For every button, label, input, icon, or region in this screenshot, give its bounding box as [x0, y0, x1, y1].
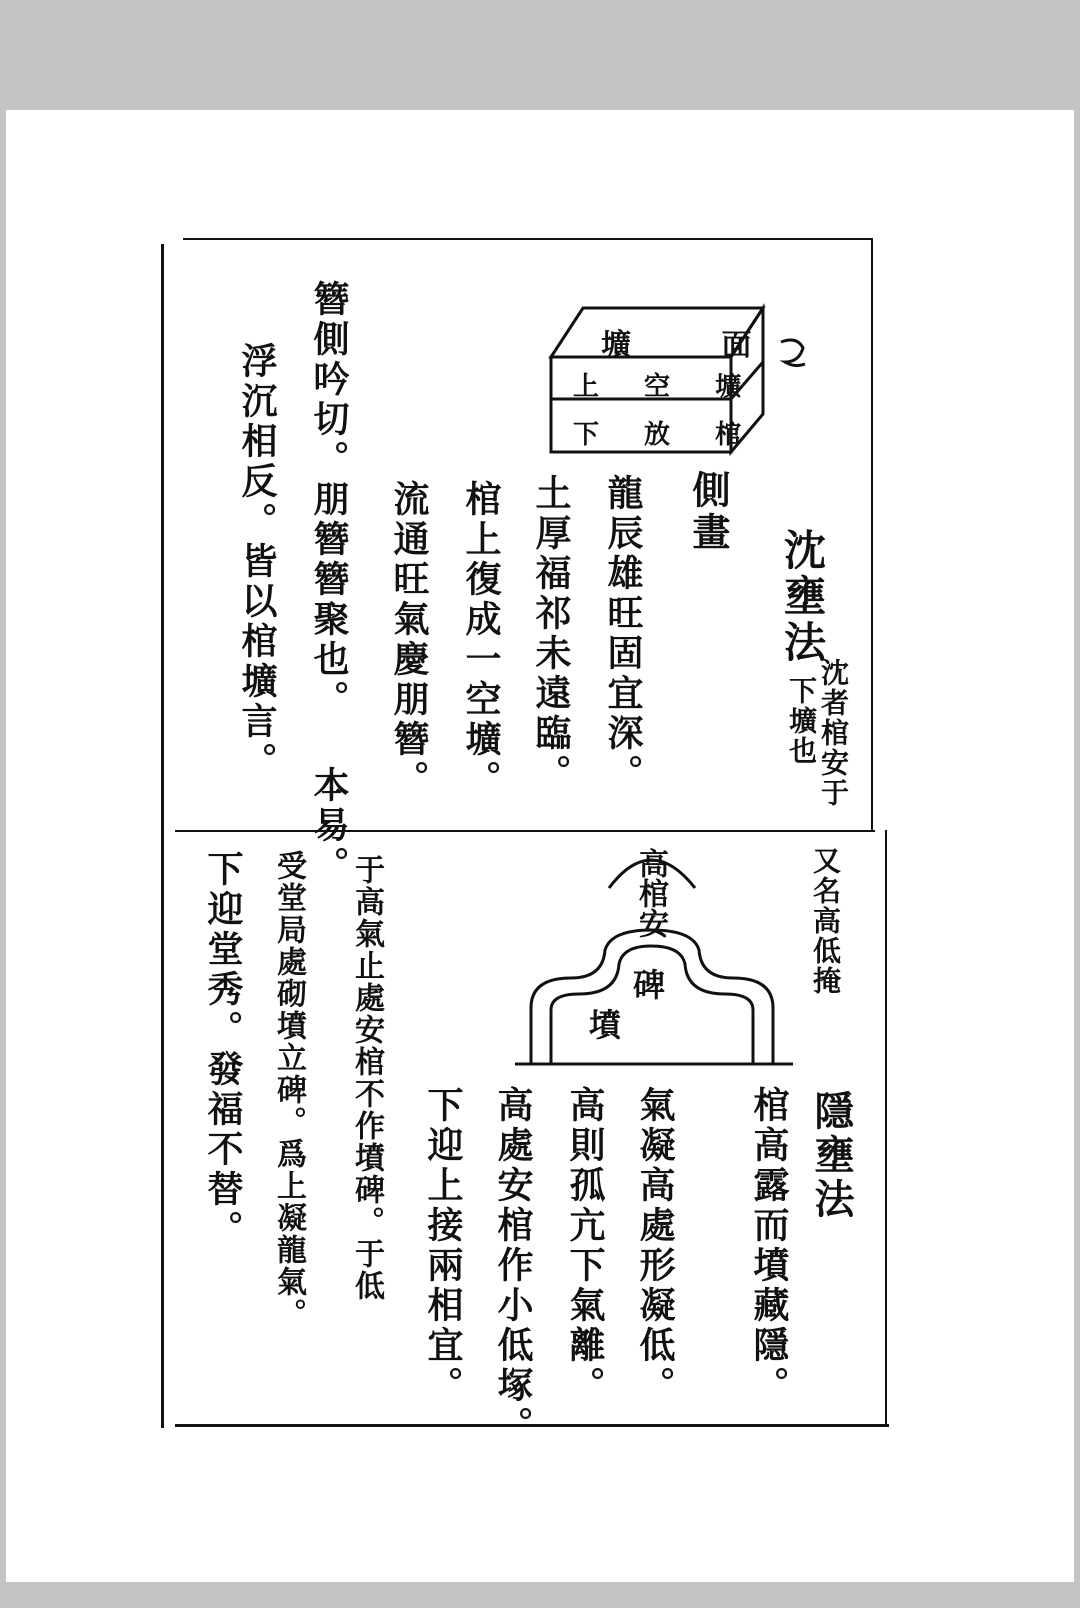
- frame-top-border: [183, 238, 873, 240]
- lower-verse-5: 下迎上接兩相宜。: [422, 1086, 464, 1406]
- upper-note-1: 簪側吟切。朋簪簪聚也。 本易。: [308, 280, 350, 886]
- upper-figure-caption: 側畫: [686, 470, 731, 554]
- upper-verse-4: 流通旺氣慶朋簪。: [388, 480, 430, 800]
- lower-heading: 隱壅法: [808, 1090, 855, 1222]
- upper-verse-2: 土厚福祁未遠臨。: [530, 474, 572, 794]
- lower-note-2: 受堂局處砌墳立碑。爲上凝龍氣。: [271, 850, 306, 1330]
- page-frame: [161, 238, 889, 1446]
- box-bottom-label: 下 放 棺: [573, 420, 760, 450]
- frame-left-border: [161, 244, 164, 1428]
- lower-verse-3: 高則孤亢下氣離。: [564, 1086, 606, 1406]
- lower-verse-2: 氣凝高處形凝低。: [634, 1086, 676, 1406]
- frame-right-border-lower: [885, 830, 887, 1426]
- lower-verse-4: 高處安棺作小低塚。: [492, 1086, 534, 1446]
- lower-verse-1: 棺高露而墳藏隱。: [748, 1086, 790, 1406]
- upper-heading-note-2: 下壙也: [785, 676, 818, 766]
- mound-label: 高棺安: [633, 848, 668, 938]
- tomb-label: 墳: [589, 1006, 622, 1044]
- lower-note-1: 于高氣止處安棺不作墳碑。于低: [349, 854, 384, 1302]
- upper-heading-note-1: 沈者棺安于: [817, 658, 850, 808]
- box-middle-label: 上 空 壙: [573, 372, 760, 402]
- upper-heading: 沈壅法: [778, 528, 827, 666]
- box-top-label: 壙 面: [601, 328, 792, 363]
- lower-note-3: 下迎堂秀。發福不替。: [202, 850, 244, 1250]
- lower-heading-note: 又名高低掩: [809, 846, 842, 996]
- book-page: [6, 110, 1074, 1582]
- upper-note-2: 浮沉相反。皆以棺壙言。: [236, 342, 278, 782]
- frame-middle-divider: [175, 830, 875, 832]
- frame-right-border: [871, 238, 873, 830]
- upper-verse-1: 龍辰雄旺固宜深。: [602, 474, 644, 794]
- stele-label: 碑: [633, 966, 666, 1004]
- upper-verse-3: 棺上復成一空壙。: [460, 480, 502, 800]
